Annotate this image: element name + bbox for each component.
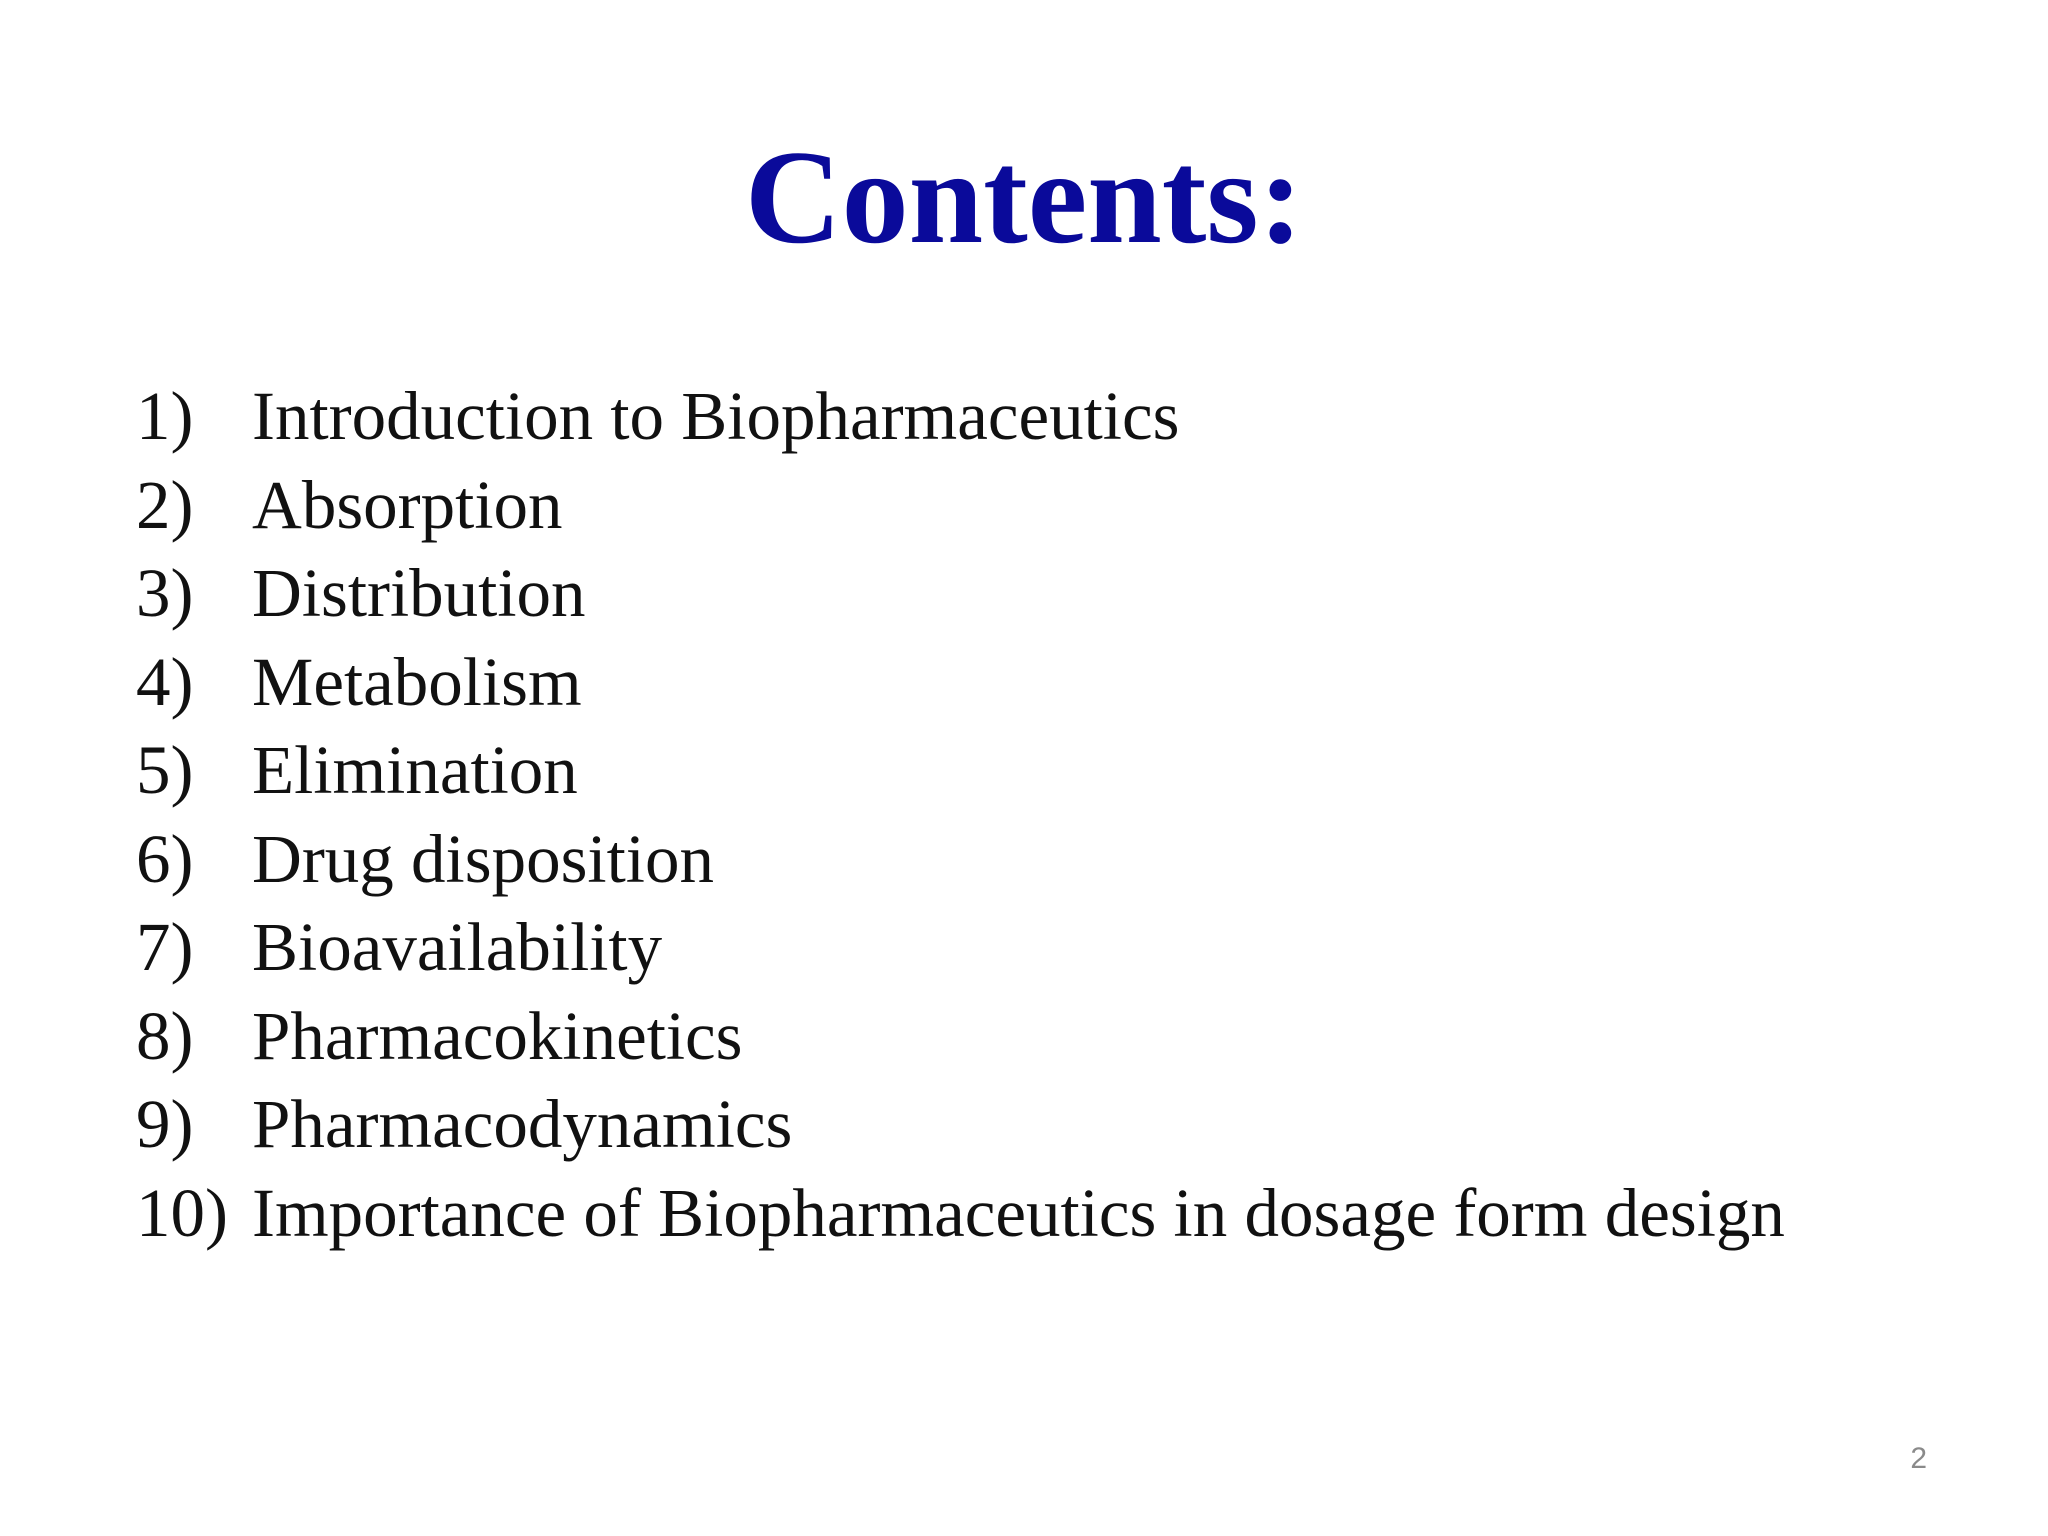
item-label: Pharmacokinetics <box>252 997 743 1074</box>
list-item <box>136 638 1785 727</box>
item-number: 3) <box>136 555 194 631</box>
item-label: Elimination <box>252 732 578 808</box>
item-number: 7) <box>136 909 194 985</box>
item-label: Absorption <box>252 466 563 543</box>
contents-list <box>136 372 1785 1257</box>
list-item <box>136 549 1785 638</box>
list-item <box>136 992 1785 1081</box>
list-item <box>136 726 1785 815</box>
item-number: 8) <box>136 997 194 1074</box>
list-item <box>136 1169 1785 1258</box>
page-number: 2 <box>1910 1442 1927 1475</box>
list-item <box>136 461 1785 550</box>
item-number: 2) <box>136 466 194 543</box>
item-label: Pharmacodynamics <box>252 1086 793 1162</box>
item-number: 4) <box>136 643 194 720</box>
list-item <box>136 815 1785 904</box>
item-number: 9) <box>136 1086 194 1162</box>
item-label: Introduction to Biopharmaceutics <box>252 378 1180 454</box>
list-item <box>136 1080 1785 1169</box>
item-label: Importance of Biopharmaceutics in dosage form design <box>252 1174 1785 1251</box>
item-label: Distribution <box>252 555 586 631</box>
list-item <box>136 372 1785 461</box>
item-label: Bioavailability <box>252 909 663 985</box>
item-label: Metabolism <box>252 643 582 720</box>
item-number: 5) <box>136 732 194 808</box>
item-label: Drug disposition <box>252 820 714 897</box>
item-number: 10) <box>136 1174 228 1251</box>
item-number: 1) <box>136 378 194 454</box>
list-item <box>136 903 1785 992</box>
slide-title: Contents: <box>744 123 1304 271</box>
item-number: 6) <box>136 820 194 897</box>
